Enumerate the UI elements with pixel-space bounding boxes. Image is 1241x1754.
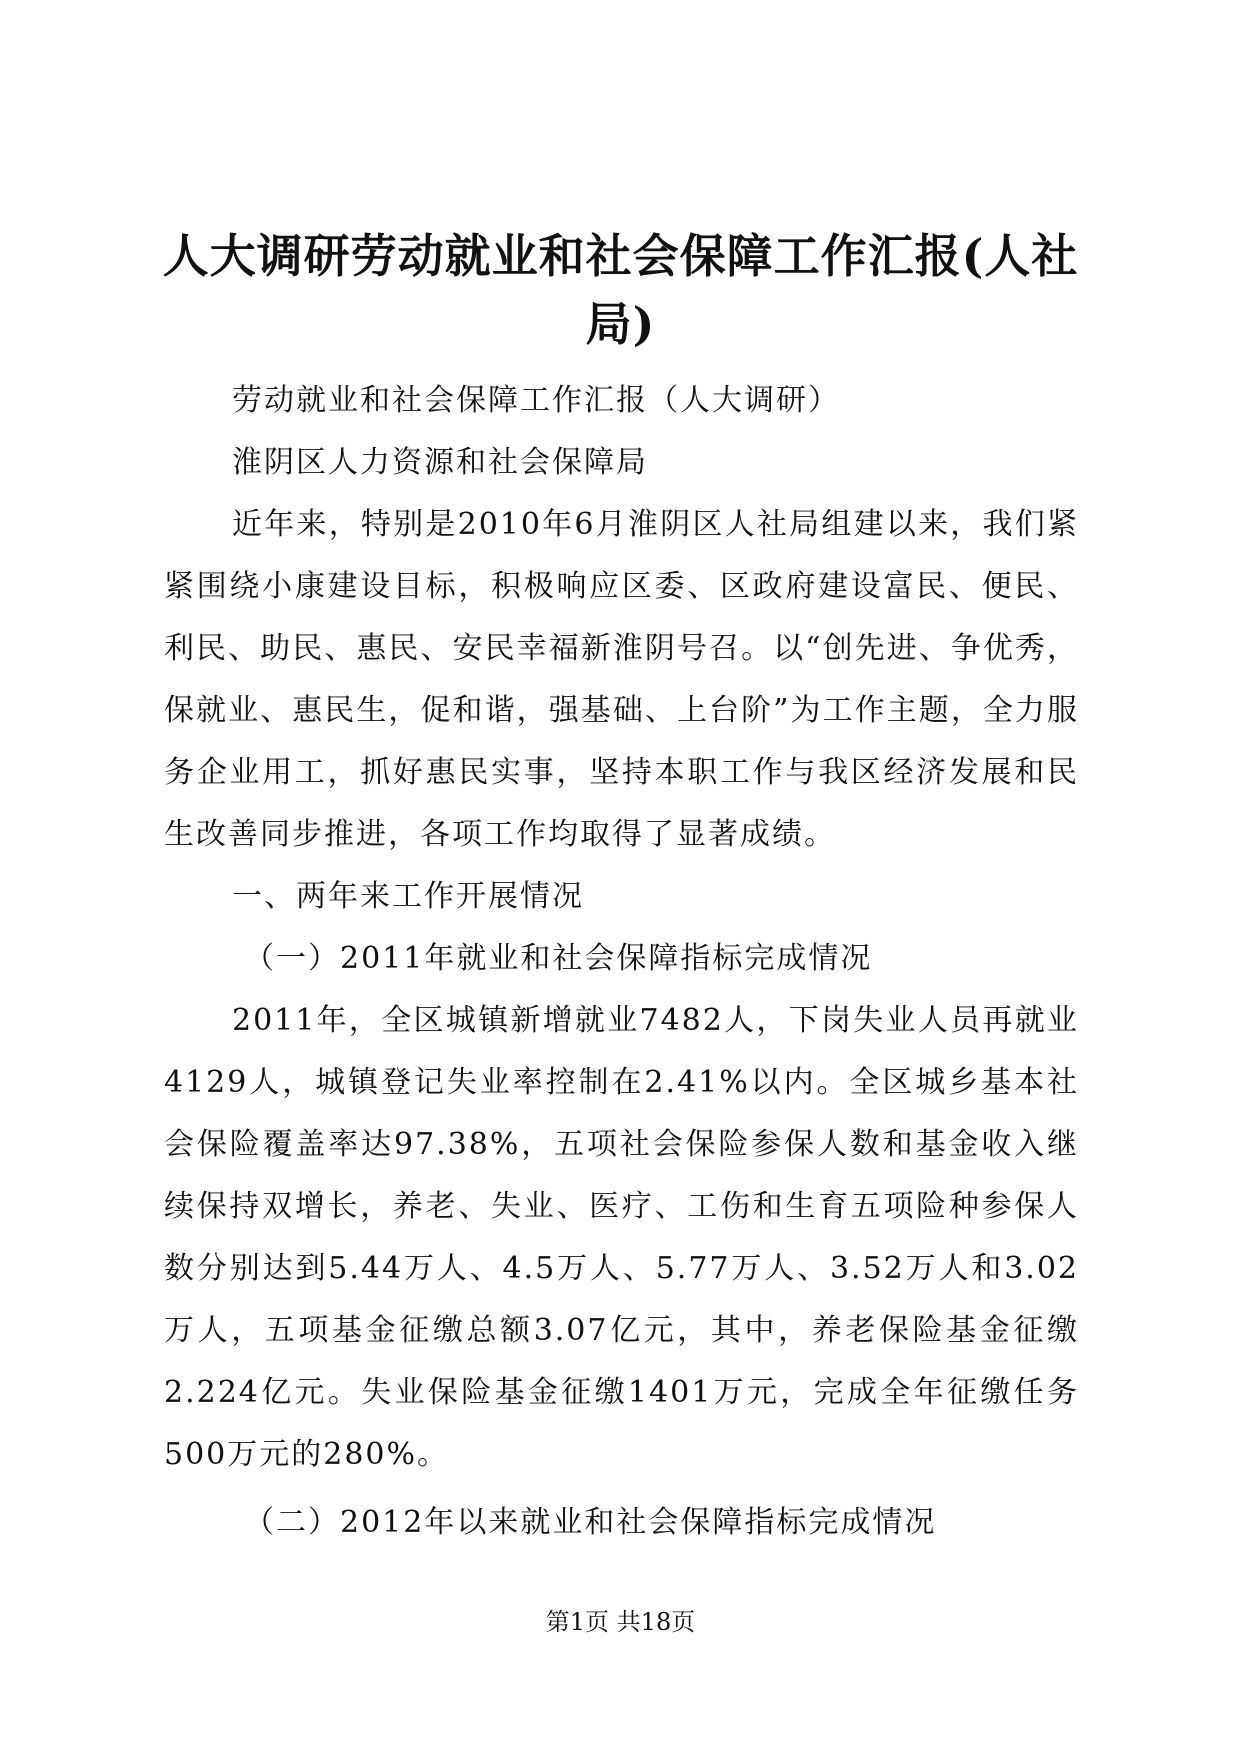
section-heading: 一、两年来工作开展情况 xyxy=(232,879,584,914)
report-author: 淮阴区人力资源和社会保障局 xyxy=(232,445,648,480)
document-body xyxy=(164,370,1079,1554)
page-number: 第1页 共18页 xyxy=(545,1608,696,1636)
intro-paragraph: 近年来，特别是2010年6月淮阴区人社局组建以来，我们紧紧围绕小康建设目标，积极响应区委、区政府建设富民、便民、利民、助民、惠民、安民幸福新淮阴号召。以“创先进、争优秀，保就业、惠民生，促和谐，强基础、上台阶”为工作主题，全力服务企业用工，抓好惠民实事，坚持本职工作与我区经济发展和民生改善同步推进，各项工作均取得了显著成绩。 xyxy=(164,507,1079,852)
document-title: 人大调研劳动就业和社会保障工作汇报(人社局) xyxy=(162,229,1079,351)
report-subtitle: 劳动就业和社会保障工作汇报（人大调研） xyxy=(232,383,840,418)
paragraph-2011-indicators: 2011年，全区城镇新增就业7482人，下岗失业人员再就业4129人，城镇登记失业率控制在2.41%以内。全区城乡基本社会保险覆盖率达97.38%，五项社会保险参保人数和基金收入继续保持双增长，养老、失业、医疗、工伤和生育五项险种参保人数分别达到5.44万人、4.5万人、5.77万人、3.52万人和3.02万人，五项基金征缴总额3.07亿元，其中，养老保险基金征缴2.224亿元。失业保险基金征缴1401万元，完成全年征缴任务500万元的280%。 xyxy=(164,1003,1079,1472)
subsection-heading-2012: （二）2012年以来就业和社会保障指标完成情况 xyxy=(244,1505,937,1540)
subsection-heading-2011: （一）2011年就业和社会保障指标完成情况 xyxy=(244,941,873,976)
